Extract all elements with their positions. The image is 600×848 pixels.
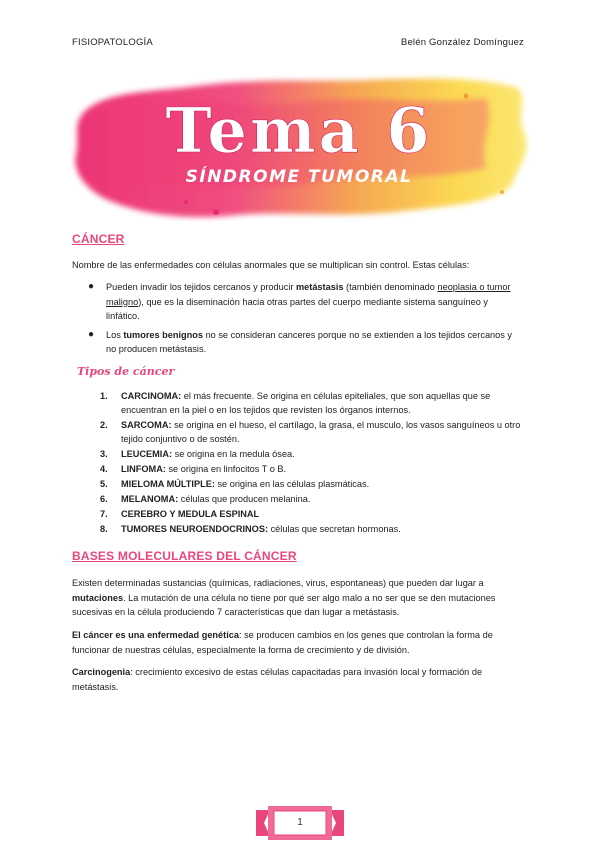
bullet-icon: ● <box>88 328 95 340</box>
list-item: 4. LINFOMA: se origina en linfocitos T o B. <box>100 464 287 474</box>
list-item: 7. CEREBRO Y MEDULA ESPINAL <box>100 509 260 519</box>
list-item: 6. MELANOMA: células que producen melanina. <box>100 494 311 504</box>
list-item: 3. LEUCEMIA: se origina en la medula ósea. <box>100 449 295 459</box>
tipos-list <box>100 389 524 537</box>
header-right: Belén González Domínguez <box>400 37 524 48</box>
bases-paragraph-3: Carcinogenia: crecimiento excesivo de estas células capacitadas para invasión local y formación de metástasis. <box>72 667 483 692</box>
list-item: 5. MIELOMA MÚLTIPLE: se origina en las células plasmáticas. <box>100 479 370 489</box>
list-item: 1. CARCINOMA: el más frecuente. Se origina en células epiteliales, que son aquellas que se encuentran en la piel o en los tejidos que revisten los órganos internos. <box>100 391 491 415</box>
heading-tipos: Tipos de cáncer <box>77 365 175 378</box>
bases-paragraph-2: El cáncer es una enfermedad genética: se producen cambios en los genes que controlan la forma de funcionar de nuestras células, especialmente la forma de crecimiento y de división. <box>72 630 493 655</box>
cancer-intro: Nombre de las enfermedades con células anormales que se multiplican sin control. Estas células: <box>72 260 470 270</box>
heading-bases: BASES MOLECULARES DEL CÁNCER <box>72 549 297 563</box>
cancer-bullets <box>88 280 524 361</box>
watercolor-banner <box>66 72 532 222</box>
list-item: ● Los tumores benignos no se consideran canceres porque no se extienden a los tejidos cercanos y no producen metástasis. <box>88 328 513 354</box>
list-item: ● Pueden invadir los tejidos cercanos y producir metástasis (también denominado neoplasia o tumor maligno), que es la diseminación hacia otras partes del cuerpo mediante sistema sanguíneo y linfático. <box>88 281 511 321</box>
list-item: 8. TUMORES NEUROENDOCRINOS: células que secretan hormonas. <box>100 524 401 534</box>
title-banner <box>66 72 532 222</box>
page-number: 1 <box>297 817 303 828</box>
bullet-icon: ● <box>88 281 95 292</box>
header-left: FISIOPATOLOGÍA <box>72 37 153 48</box>
bases-paragraph-1: Existen determinadas sustancias (químicas, radiaciones, virus, espontaneas) que pueden dar lugar a mutaciones. La mutación de una célula no tiene por qué ser algo malo a no ser que se den mutaciones sucesivas en la célula produciendo 7 características que dan lugar a metástasis. <box>72 578 496 617</box>
list-item: 2. SARCOMA: se origina en el hueso, el cartílago, la grasa, el musculo, los vasos sanguíneos u otro tejido conjuntivo o de sostén. <box>100 420 521 444</box>
banner-subtitle: SÍNDROME TUMORAL <box>185 167 413 187</box>
banner-title: Tema 6 <box>165 94 433 167</box>
heading-cancer: CÁNCER <box>72 232 125 246</box>
page-footer <box>256 804 344 842</box>
